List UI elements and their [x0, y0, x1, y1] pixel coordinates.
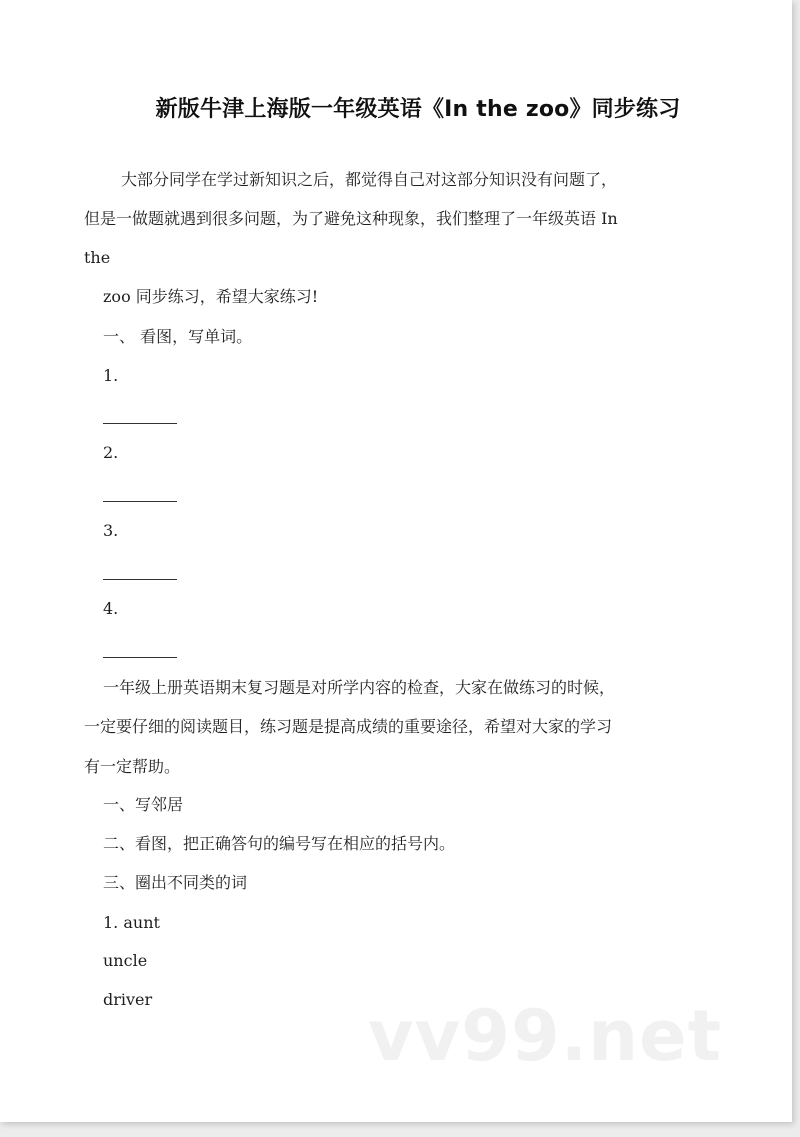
- intro-line-4: zoo 同步练习，希望大家练习!: [103, 287, 319, 306]
- word-aunt: 1. aunt: [103, 913, 160, 932]
- section-heading-look-write: 一、 看图，写单词。: [103, 327, 253, 346]
- intro-line-3: the: [84, 248, 111, 267]
- item-number-3: 3.: [103, 521, 119, 540]
- item-number-2: 2.: [103, 443, 119, 462]
- word-driver: driver: [103, 990, 153, 1009]
- item-number-4: 4.: [103, 599, 119, 618]
- answer-blank-1: [103, 423, 177, 424]
- section-picture-answers: 二、看图，把正确答句的编号写在相应的括号内。: [103, 834, 456, 853]
- intro-line-1: 大部分同学在学过新知识之后，都觉得自己对这部分知识没有问题了，: [121, 170, 618, 189]
- section-odd-word-out: 三、圈出不同类的词: [103, 873, 248, 892]
- paragraph2-line-1: 一年级上册英语期末复习题是对所学内容的检查，大家在做练习的时候，: [103, 678, 616, 697]
- paragraph2-line-2: 一定要仔细的阅读题目，练习题是提高成绩的重要途径，希望对大家的学习: [84, 717, 613, 736]
- section-write-neighbors: 一、写邻居: [103, 795, 184, 814]
- word-uncle: uncle: [103, 951, 148, 970]
- document-title: 新版牛津上海版一年级英语《In the zoo》同步练习: [155, 97, 681, 122]
- answer-blank-2: [103, 501, 177, 502]
- paragraph2-line-3: 有一定帮助。: [84, 757, 181, 776]
- intro-line-2: 但是一做题就遇到很多问题，为了避免这种现象，我们整理了一年级英语 In: [84, 209, 618, 228]
- answer-blank-4: [103, 657, 177, 658]
- watermark: vv99.net: [368, 995, 723, 1077]
- answer-blank-3: [103, 579, 177, 580]
- item-number-1: 1.: [103, 366, 119, 385]
